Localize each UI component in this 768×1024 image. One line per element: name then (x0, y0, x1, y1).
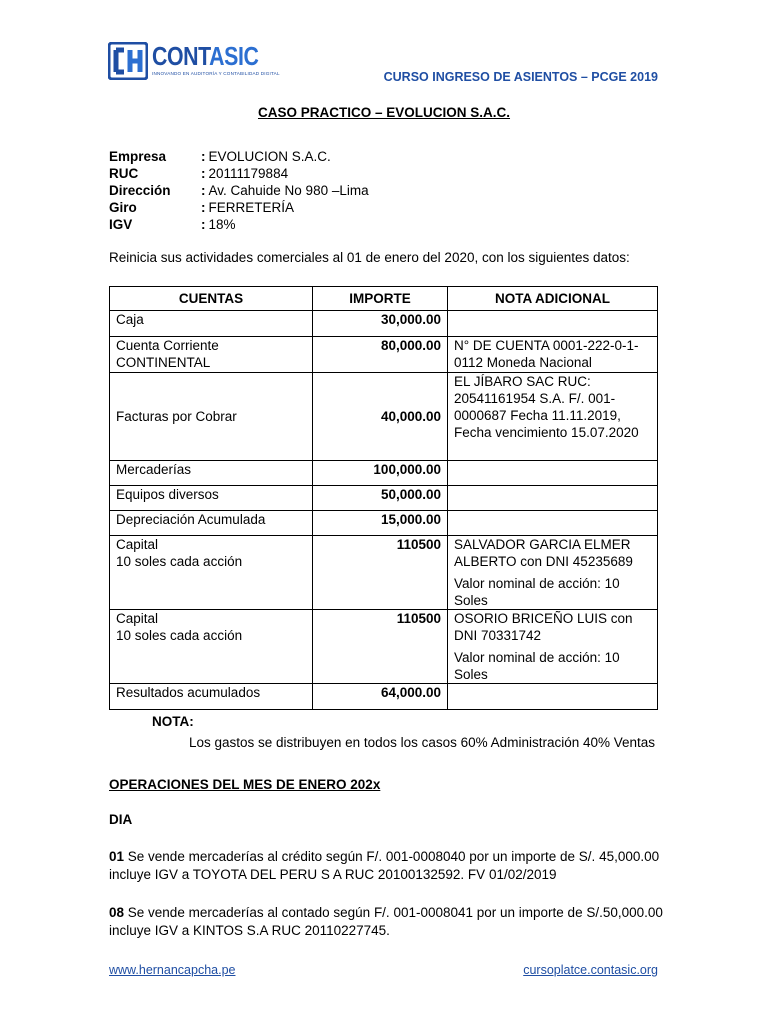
operation-item (109, 904, 669, 940)
cell-cuenta-line: Capital (116, 537, 159, 552)
cell-cuenta (110, 610, 313, 684)
cell-cuenta: Depreciación Acumulada (110, 511, 313, 536)
accounts-table (109, 286, 658, 710)
logo-tagline: INNOVANDO EN AUDITORÍA Y CONTABILIDAD DIGITAL (152, 71, 280, 76)
operations-heading: OPERACIONES DEL MES DE ENERO 202x (109, 777, 381, 792)
cell-importe: 110500 (313, 536, 448, 610)
cell-nota-line: Valor nominal de acción: 10 Soles (454, 576, 620, 608)
info-value: 20111179884 (208, 166, 289, 181)
footer-link-hernancapcha[interactable]: www.hernancapcha.pe (109, 963, 236, 977)
cell-importe: 15,000.00 (313, 511, 448, 536)
operation-line: incluye IGV a KINTOS S.A RUC 20110227745. (109, 923, 390, 938)
contasic-logo-icon (108, 42, 148, 80)
col-header-importe: IMPORTE (313, 287, 448, 311)
dia-label: DIA (109, 812, 133, 827)
operation-day: 01 (109, 849, 125, 864)
cell-importe: 110500 (313, 610, 448, 684)
nota-heading: NOTA: (152, 714, 194, 729)
cell-nota (448, 536, 658, 610)
cell-cuenta: Facturas por Cobrar (110, 373, 313, 461)
operation-line: Se vende mercaderías al contado según F/. 001-0008041 por un importe de S/.50,000.00 (124, 905, 663, 920)
cell-cuenta: Equipos diversos (110, 486, 313, 511)
cell-importe: 100,000.00 (313, 461, 448, 486)
cell-nota (448, 684, 658, 710)
info-value: Av. Cahuide No 980 –Lima (208, 183, 369, 198)
cell-cuenta: Mercaderías (110, 461, 313, 486)
info-row-direccion: Dirección : Av. Cahuide No 980 –Lima (109, 183, 369, 198)
table-row (110, 311, 658, 337)
cell-cuenta-line: Capital (116, 611, 159, 626)
table-row (110, 610, 658, 684)
cell-nota: N° DE CUENTA 0001-222-0-1-0112 Moneda Nacional (448, 337, 658, 373)
course-title: CURSO INGRESO DE ASIENTOS – PCGE 2019 (383, 70, 658, 84)
cell-importe: 30,000.00 (313, 311, 448, 337)
cell-importe: 50,000.00 (313, 486, 448, 511)
cell-cuenta-line: 10 soles cada acción (116, 628, 243, 643)
info-value: FERRETERÍA (208, 200, 295, 215)
cell-nota (448, 461, 658, 486)
info-row-giro: Giro : FERRETERÍA (109, 200, 295, 215)
cell-importe: 80,000.00 (313, 337, 448, 373)
intro-text: Reinicia sus actividades comerciales al 01 de enero del 2020, con los siguientes datos: (109, 250, 630, 265)
info-label: Dirección (109, 183, 171, 198)
operation-line: Se vende mercaderías al crédito según F/. 001-0008040 por un importe de S/. 45,000.00 (124, 849, 660, 864)
cell-cuenta-line: 10 soles cada acción (116, 554, 243, 569)
info-label: Giro (109, 200, 137, 215)
info-value: 18% (208, 217, 236, 232)
case-title: CASO PRACTICO – EVOLUCION S.A.C. (257, 105, 511, 120)
table-row (110, 337, 658, 373)
info-row-empresa: Empresa : EVOLUCION S.A.C. (109, 149, 331, 164)
cell-nota (448, 486, 658, 511)
table-row (110, 461, 658, 486)
cell-cuenta: Resultados acumulados (110, 684, 313, 710)
operation-day: 08 (109, 905, 125, 920)
contasic-logo (108, 41, 280, 82)
cell-importe: 64,000.00 (313, 684, 448, 710)
cell-nota: EL JÍBARO SAC RUC: 20541161954 S.A. F/. 001-0000687 Fecha 11.11.2019, Fecha vencimiento 15.07.2020 (448, 373, 658, 461)
cell-nota-line: Valor nominal de acción: 10 Soles (454, 650, 620, 682)
cell-nota-line: OSORIO BRICEÑO LUIS con DNI 70331742 (454, 611, 633, 643)
table-row (110, 536, 658, 610)
info-label: IGV (109, 217, 133, 232)
footer-link-contasic[interactable]: cursoplatce.contasic.org (523, 963, 658, 977)
operation-line: incluye IGV a TOYOTA DEL PERU S A RUC 20100132592. FV 01/02/2019 (109, 867, 557, 882)
col-header-nota: NOTA ADICIONAL (448, 287, 658, 311)
info-label: Empresa (109, 149, 167, 164)
table-row (110, 373, 658, 461)
info-row-ruc: RUC : 20111179884 (109, 166, 289, 181)
cell-nota-line: SALVADOR GARCIA ELMER ALBERTO con DNI 45235689 (454, 537, 633, 569)
table-header-row (110, 287, 658, 311)
cell-nota (448, 610, 658, 684)
table-row (110, 486, 658, 511)
nota-text: Los gastos se distribuyen en todos los casos 60% Administración 40% Ventas (189, 735, 656, 750)
cell-cuenta (110, 536, 313, 610)
cell-importe: 40,000.00 (313, 373, 448, 461)
cell-nota (448, 511, 658, 536)
table-row (110, 684, 658, 710)
company-info (109, 148, 369, 233)
col-header-cuentas: CUENTAS (110, 287, 313, 311)
operation-item (109, 848, 669, 884)
cell-cuenta: Caja (110, 311, 313, 337)
info-label: RUC (109, 166, 139, 181)
logo-wordmark: CONTASIC (152, 41, 259, 71)
table-row (110, 511, 658, 536)
cell-nota (448, 311, 658, 337)
info-row-igv: IGV : 18% (109, 217, 236, 232)
info-value: EVOLUCION S.A.C. (208, 149, 331, 164)
cell-cuenta: Cuenta Corriente CONTINENTAL (110, 337, 313, 373)
